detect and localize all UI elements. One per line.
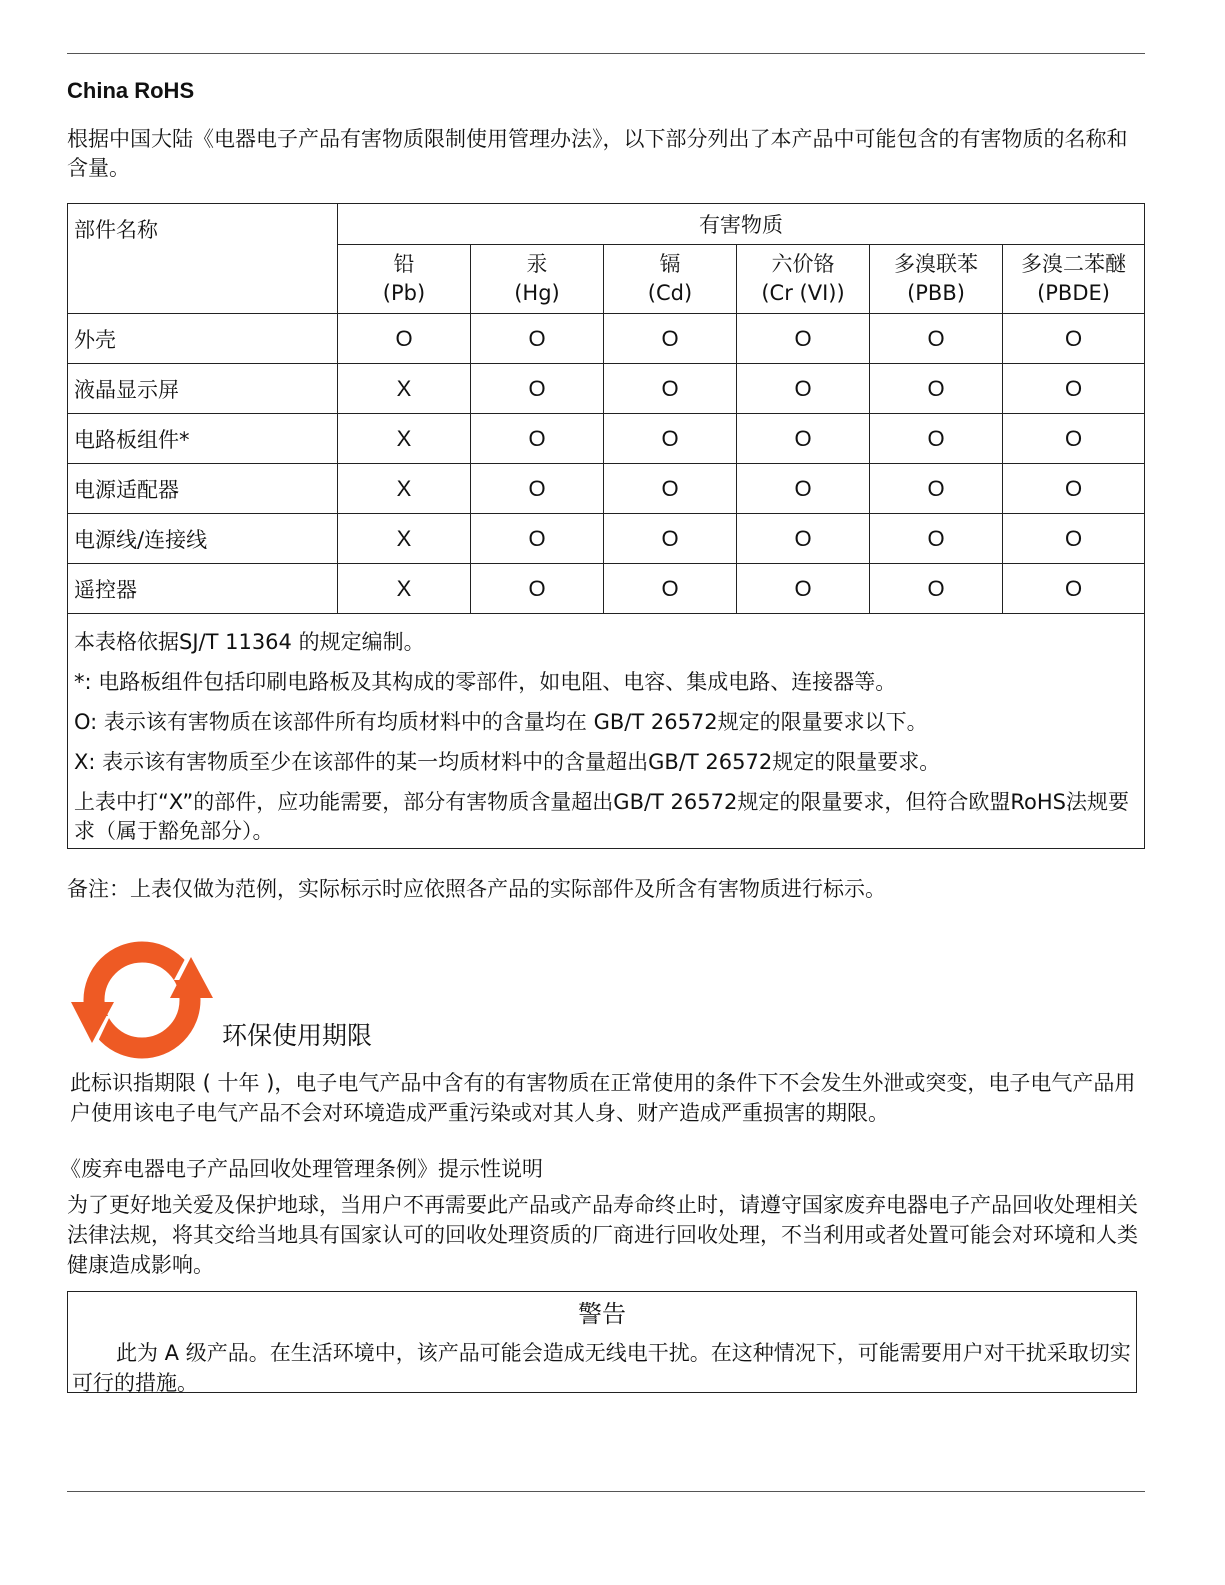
mark-cell: O	[1003, 564, 1145, 614]
note-standard: 本表格依据SJ/T 11364 的规定编制。	[74, 630, 425, 654]
page-title: China RoHS	[67, 78, 195, 103]
mark-cell: O	[1003, 364, 1145, 414]
eco-period-paragraph: 此标识指期限 ( 十年 )，电子电气产品中含有的有害物质在正常使用的条件下不会发生外泄或突变，电子电气产品用户使用该电子电气产品不会对环境造成严重污染或对其人身、财产造成严重损害的期限。	[70, 1071, 1136, 1125]
note-exemption: 上表中打“X”的部件，应功能需要，部分有害物质含量超出GB/T 26572规定的限量要求，但符合欧盟RoHS法规要求（属于豁免部分）。	[74, 790, 1129, 843]
mark-cell: O	[604, 514, 737, 564]
substance-header-pbde	[1003, 245, 1145, 314]
warning-box	[67, 1291, 1137, 1393]
mark-cell: X	[338, 564, 471, 614]
substance-symbol: (Cr (VI))	[761, 281, 845, 305]
mark-cell: O	[737, 364, 870, 414]
mark-cell: O	[870, 564, 1003, 614]
table-row	[68, 514, 1145, 564]
logo-ring	[94, 952, 190, 1048]
part-name: 液晶显示屏	[68, 364, 338, 414]
rohs-table	[67, 203, 1145, 849]
mark-cell: O	[870, 464, 1003, 514]
weee-paragraph: 为了更好地关爱及保护地球，当用户不再需要此产品或产品寿命终止时，请遵守国家废弃电器电子产品回收处理相关法律法规，将其交给当地具有国家认可的回收处理资质的厂商进行回收处理，不当利用或者处置可能会对环境和人类健康造成影响。	[67, 1193, 1138, 1277]
substance-header-lead	[338, 245, 471, 314]
mark-cell: X	[338, 414, 471, 464]
substance-name: 铅	[393, 252, 415, 276]
part-name: 电源线/连接线	[68, 514, 338, 564]
substance-name: 镉	[659, 252, 681, 276]
mark-cell: O	[604, 364, 737, 414]
mark-cell: O	[1003, 314, 1145, 364]
bottom-rule	[67, 1491, 1145, 1492]
mark-cell: O	[471, 464, 604, 514]
substance-header-pbb	[870, 245, 1003, 314]
part-name: 外壳	[68, 314, 338, 364]
mark-cell: O	[471, 414, 604, 464]
warning-title: 警告	[578, 1300, 626, 1328]
mark-cell: O	[1003, 464, 1145, 514]
warning-text: 此为 A 级产品。在生活环境中，该产品可能会造成无线电干扰。在这种情况下，可能需要用户对干扰采取切实可行的措施。	[72, 1341, 1131, 1395]
mark-cell: X	[338, 364, 471, 414]
note-x-mark: X: 表示该有害物质至少在该部件的某一均质材料中的含量超出GB/T 26572规定的限量要求。	[74, 750, 941, 774]
part-name: 电源适配器	[68, 464, 338, 514]
mark-cell: X	[338, 514, 471, 564]
note-asterisk: *: 电路板组件包括印刷电路板及其构成的零部件，如电阻、电容、集成电路、连接器等。	[74, 670, 897, 694]
mark-cell: O	[604, 464, 737, 514]
part-name: 遥控器	[68, 564, 338, 614]
environmental-protection-period-logo-icon	[70, 940, 215, 1060]
mark-cell: O	[471, 364, 604, 414]
mark-cell: O	[338, 314, 471, 364]
substance-symbol: (PBDE)	[1037, 281, 1110, 305]
intro-paragraph: 根据中国大陆《电器电子产品有害物质限制使用管理办法》，以下部分列出了本产品中可能包含的有害物质的名称和含量。	[67, 127, 1128, 180]
part-name-header: 部件名称	[68, 204, 338, 314]
mark-cell: O	[870, 414, 1003, 464]
top-rule	[67, 53, 1145, 54]
note-o-mark: O: 表示该有害物质在该部件所有均质材料中的含量均在 GB/T 26572规定的限量要求以下。	[74, 710, 928, 734]
substance-name: 多溴联苯	[894, 252, 978, 276]
table-notes	[68, 614, 1145, 849]
substance-symbol: (PBB)	[907, 281, 965, 305]
mark-cell: O	[737, 314, 870, 364]
mark-cell: O	[737, 464, 870, 514]
substance-name: 六价铬	[771, 252, 835, 276]
table-row	[68, 414, 1145, 464]
mark-cell: O	[737, 514, 870, 564]
substance-symbol: (Cd)	[647, 281, 693, 305]
table-row	[68, 564, 1145, 614]
substance-symbol: (Hg)	[514, 281, 560, 305]
substance-name: 汞	[526, 252, 548, 276]
table-row	[68, 364, 1145, 414]
mark-cell: O	[870, 514, 1003, 564]
table-row	[68, 314, 1145, 364]
substance-header-cadmium	[604, 245, 737, 314]
substance-name: 多溴二苯醚	[1021, 252, 1127, 276]
hazardous-substance-header: 有害物质	[338, 204, 1145, 245]
mark-cell: O	[870, 314, 1003, 364]
mark-cell: O	[471, 564, 604, 614]
mark-cell: X	[338, 464, 471, 514]
substance-header-chromium	[737, 245, 870, 314]
table-row	[68, 464, 1145, 514]
mark-cell: O	[870, 364, 1003, 414]
mark-cell: O	[737, 564, 870, 614]
mark-cell: O	[471, 314, 604, 364]
part-name: 电路板组件*	[68, 414, 338, 464]
mark-cell: O	[471, 514, 604, 564]
mark-cell: O	[1003, 514, 1145, 564]
mark-cell: O	[604, 414, 737, 464]
mark-cell: O	[604, 564, 737, 614]
substance-symbol: (Pb)	[382, 281, 426, 305]
remark-paragraph: 备注：上表仅做为范例，实际标示时应依照各产品的实际部件及所含有害物质进行标示。	[67, 877, 886, 901]
eco-period-title: 环保使用期限	[222, 1021, 373, 1050]
mark-cell: O	[1003, 414, 1145, 464]
mark-cell: O	[737, 414, 870, 464]
weee-title: 《废弃电器电子产品回收处理管理条例》提示性说明	[60, 1157, 543, 1181]
substance-header-mercury	[471, 245, 604, 314]
mark-cell: O	[604, 314, 737, 364]
